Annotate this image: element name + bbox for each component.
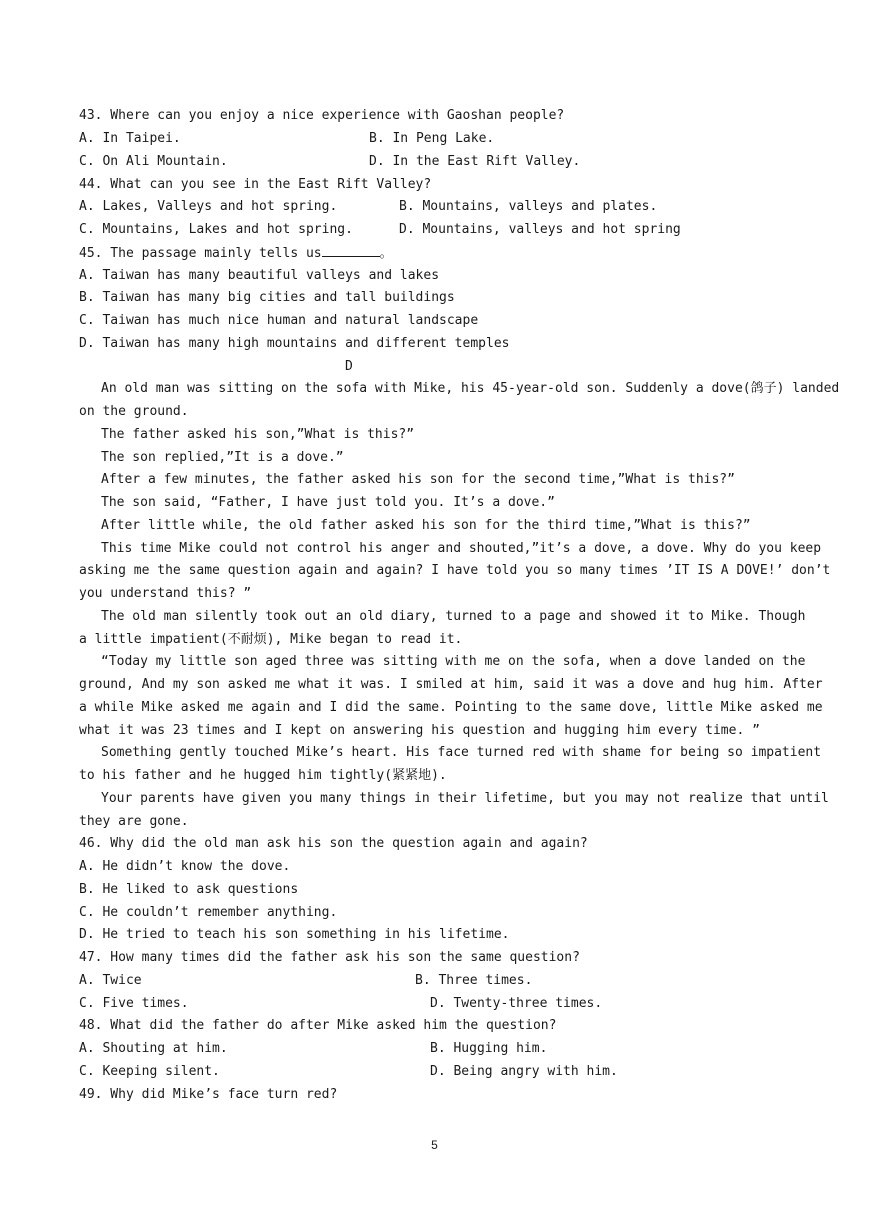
passage-line: they are gone. — [79, 814, 189, 829]
q46-option-d: D. He tried to teach his son something in his lifetime. — [79, 927, 510, 942]
question-46: 46. Why did the old man ask his son the question again and again? — [79, 836, 588, 851]
q47-option-d: D. Twenty-three times. — [430, 996, 603, 1011]
passage-line: to his father and he hugged him tightly(紧紧地). — [79, 768, 447, 783]
answer-blank — [322, 242, 380, 257]
q45-question-end: 。 — [379, 246, 393, 261]
q48-option-d: D. Being angry with him. — [430, 1064, 618, 1079]
passage-line: After a few minutes, the father asked his son for the second time,”What is this?” — [101, 472, 735, 487]
q45-option-d: D. Taiwan has many high mountains and different temples — [79, 336, 510, 351]
q47-option-a: A. Twice — [79, 973, 142, 988]
q43-option-b: B. In Peng Lake. — [369, 131, 495, 146]
q47-option-b: B. Three times. — [415, 973, 533, 988]
passage-line: a little impatient(不耐烦), Mike began to read it. — [79, 632, 463, 647]
q43-option-c: C. On Ali Mountain. — [79, 154, 228, 169]
passage-line: The son said, “Father, I have just told you. It’s a dove.” — [101, 495, 555, 510]
passage-line: Your parents have given you many things in their lifetime, but you may not realize that until — [101, 791, 829, 806]
passage-line: you understand this? ” — [79, 586, 252, 601]
q44-option-b: B. Mountains, valleys and plates. — [399, 199, 658, 214]
q45-option-c: C. Taiwan has much nice human and natural landscape — [79, 313, 479, 328]
page-number: 5 — [431, 1138, 438, 1152]
section-title: D — [345, 359, 353, 374]
question-47: 47. How many times did the father ask his son the same question? — [79, 950, 580, 965]
q46-option-c: C. He couldn’t remember anything. — [79, 905, 338, 920]
question-49: 49. Why did Mike’s face turn red? — [79, 1087, 338, 1102]
question-44: 44. What can you see in the East Rift Valley? — [79, 177, 432, 192]
q48-option-c: C. Keeping silent. — [79, 1064, 220, 1079]
q45-option-b: B. Taiwan has many big cities and tall buildings — [79, 290, 455, 305]
q45-option-a: A. Taiwan has many beautiful valleys and lakes — [79, 268, 440, 283]
passage-line: This time Mike could not control his anger and shouted,”it’s a dove, a dove. Why do you keep — [101, 541, 822, 556]
q48-option-a: A. Shouting at him. — [79, 1041, 228, 1056]
q43-option-d: D. In the East Rift Valley. — [369, 154, 581, 169]
passage-line: ground, And my son asked me what it was. I smiled at him, said it was a dove and hug him. After — [79, 677, 823, 692]
passage-line: The old man silently took out an old diary, turned to a page and showed it to Mike. Though — [101, 609, 806, 624]
passage-line: asking me the same question again and again? I have told you so many times ’IT IS A DOVE!’ don’t — [79, 563, 831, 578]
q46-option-b: B. He liked to ask questions — [79, 882, 299, 897]
question-48: 48. What did the father do after Mike asked him the question? — [79, 1018, 557, 1033]
q46-option-a: A. He didn’t know the dove. — [79, 859, 291, 874]
passage-line: An old man was sitting on the sofa with Mike, his 45-year-old son. Suddenly a dove(鸽子) landed — [101, 381, 840, 396]
question-45 — [79, 242, 393, 264]
q44-option-d: D. Mountains, valleys and hot spring — [399, 222, 681, 237]
passage-line: The son replied,”It is a dove.” — [101, 450, 344, 465]
q44-option-a: A. Lakes, Valleys and hot spring. — [79, 199, 338, 214]
q43-option-a: A. In Taipei. — [79, 131, 181, 146]
passage-line: Something gently touched Mike’s heart. His face turned red with shame for being so impatient — [101, 745, 822, 760]
passage-line: what it was 23 times and I kept on answering his question and hugging him every time. ” — [79, 723, 760, 738]
passage-line: a while Mike asked me again and I did the same. Pointing to the same dove, little Mike asked me — [79, 700, 823, 715]
q44-option-c: C. Mountains, Lakes and hot spring. — [79, 222, 353, 237]
question-43: 43. Where can you enjoy a nice experience with Gaoshan people? — [79, 108, 565, 123]
q45-question-text: 45. The passage mainly tells us — [79, 246, 322, 261]
passage-line: The father asked his son,”What is this?” — [101, 427, 415, 442]
q47-option-c: C. Five times. — [79, 996, 189, 1011]
passage-line: After little while, the old father asked his son for the third time,”What is this?” — [101, 518, 751, 533]
passage-line: “Today my little son aged three was sitting with me on the sofa, when a dove landed on the — [101, 654, 806, 669]
passage-line: on the ground. — [79, 404, 189, 419]
q48-option-b: B. Hugging him. — [430, 1041, 548, 1056]
